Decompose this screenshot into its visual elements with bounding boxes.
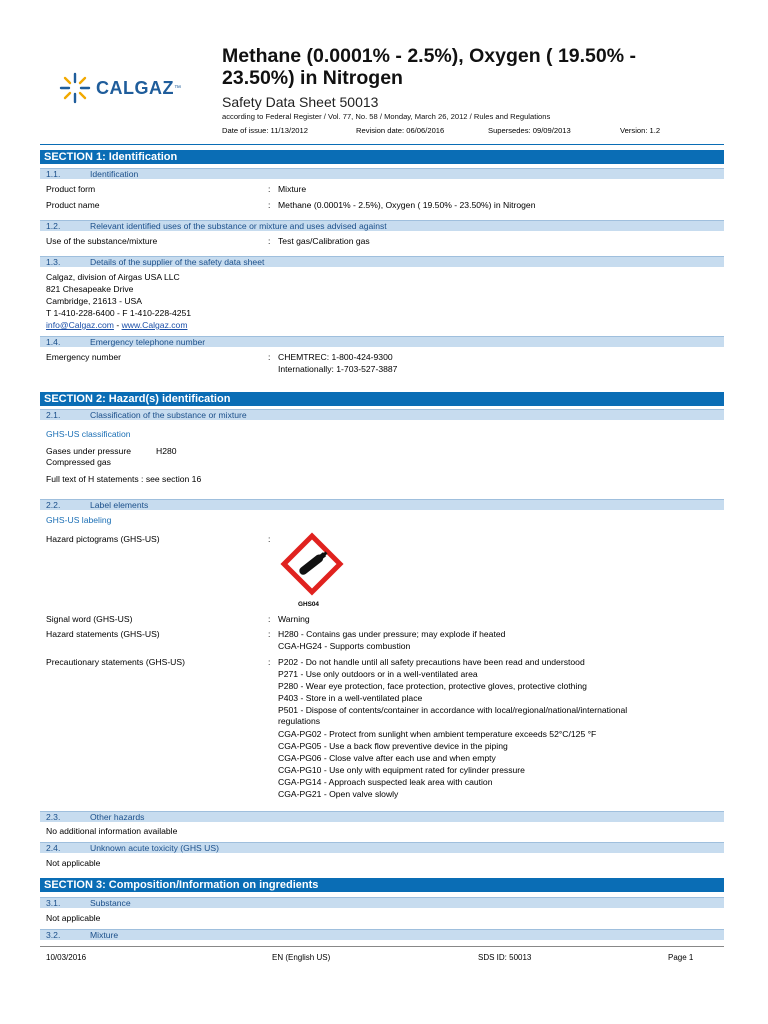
precaution-statement: P271 - Use only outdoors or in a well-ventilated area bbox=[278, 669, 478, 679]
signal-word-value: Warning bbox=[278, 614, 310, 624]
subsection-title: Unknown acute toxicity (GHS US) bbox=[90, 843, 219, 853]
product-form-label: Product form bbox=[46, 184, 96, 194]
supplier-name: Calgaz, division of Airgas USA LLC bbox=[46, 272, 180, 282]
regulation-reference: according to Federal Register / Vol. 77, No. 58 / Monday, March 26, 2012 / Rules and Regulations bbox=[222, 112, 551, 121]
subsection-2-3 bbox=[40, 811, 724, 822]
precaution-statement: CGA-PG05 - Use a back flow preventive device in the piping bbox=[278, 741, 508, 751]
hazard-statement: CGA-HG24 - Supports combustion bbox=[278, 641, 411, 651]
precaution-statement: regulations bbox=[278, 716, 321, 726]
emergency-chemtrec: CHEMTREC: 1-800-424-9300 bbox=[278, 352, 393, 362]
subsection-3-1 bbox=[40, 897, 724, 908]
subsection-title: Emergency telephone number bbox=[90, 337, 206, 347]
document-subtitle: Safety Data Sheet 50013 bbox=[222, 94, 379, 110]
version: Version: 1.2 bbox=[620, 126, 661, 135]
precaution-statement: CGA-PG10 - Use only with equipment rated for cylinder pressure bbox=[278, 765, 525, 775]
precaution-statement: CGA-PG14 - Approach suspected leak area with caution bbox=[278, 777, 493, 787]
footer-language: EN (English US) bbox=[272, 953, 331, 962]
trademark-symbol: ™ bbox=[174, 84, 181, 92]
colon: : bbox=[268, 534, 271, 544]
supplier-street: 821 Chesapeake Drive bbox=[46, 284, 134, 294]
product-form-value: Mixture bbox=[278, 184, 307, 194]
subsection-title: Classification of the substance or mixture bbox=[90, 410, 247, 420]
footer-divider bbox=[40, 946, 724, 947]
colon: : bbox=[268, 657, 271, 667]
signal-word-label: Signal word (GHS-US) bbox=[46, 614, 133, 624]
emergency-international: Internationally: 1-703-527-3887 bbox=[278, 364, 398, 374]
subsection-title: Label elements bbox=[90, 500, 149, 510]
document-dates bbox=[222, 126, 702, 135]
email-link[interactable]: info@Calgaz.com bbox=[46, 320, 114, 330]
section-2-heading: SECTION 2: Hazard(s) identification bbox=[40, 392, 724, 406]
footer-date: 10/03/2016 bbox=[46, 953, 87, 962]
precaution-statement: P280 - Wear eye protection, face protection, protective gloves, protective clothing bbox=[278, 681, 587, 691]
ghs-labeling-heading: GHS-US labeling bbox=[46, 515, 112, 525]
subsection-2-4 bbox=[40, 842, 724, 853]
subsection-title: Mixture bbox=[90, 930, 119, 940]
precaution-statement: P501 - Dispose of contents/container in accordance with local/regional/national/international bbox=[278, 705, 628, 715]
product-name-value: Methane (0.0001% - 2.5%), Oxygen ( 19.50% - 23.50%) in Nitrogen bbox=[278, 200, 536, 210]
supersedes-date: Supersedes: 09/09/2013 bbox=[488, 126, 571, 135]
subsection-number: 3.2. bbox=[46, 930, 61, 940]
revision-date: Revision date: 06/06/2016 bbox=[356, 126, 445, 135]
h280-code: H280 bbox=[156, 446, 177, 456]
section-1-heading: SECTION 1: Identification bbox=[40, 150, 724, 164]
other-hazards-text: No additional information available bbox=[46, 826, 178, 836]
ghs-classification-heading: GHS-US classification bbox=[46, 429, 131, 439]
logo-wordmark: CALGAZ bbox=[96, 77, 174, 98]
colon: : bbox=[268, 184, 271, 194]
subsection-number: 1.2. bbox=[46, 221, 61, 231]
hazard-statements-label: Hazard statements (GHS-US) bbox=[46, 629, 160, 639]
subsection-number: 2.4. bbox=[46, 843, 61, 853]
subsection-number: 2.2. bbox=[46, 500, 61, 510]
subsection-title: Identification bbox=[90, 169, 139, 179]
substance-text: Not applicable bbox=[46, 913, 101, 923]
colon: : bbox=[268, 629, 271, 639]
subsection-number: 1.4. bbox=[46, 337, 61, 347]
subsection-number: 1.1. bbox=[46, 169, 61, 179]
subsection-number: 2.3. bbox=[46, 812, 61, 822]
compressed-gas-label: Compressed gas bbox=[46, 457, 111, 467]
website-link[interactable]: www.Calgaz.com bbox=[121, 320, 188, 330]
pictogram-code: GHS04 bbox=[298, 601, 319, 608]
subsection-title: Other hazards bbox=[90, 812, 145, 822]
colon: : bbox=[268, 236, 271, 246]
gases-under-pressure-label: Gases under pressure bbox=[46, 446, 132, 456]
precaution-statement: CGA-PG02 - Protect from sunlight when ambient temperature exceeds 52°C/125 °F bbox=[278, 729, 597, 739]
subsection-1-4 bbox=[40, 336, 724, 347]
subsection-number: 1.3. bbox=[46, 257, 61, 267]
use-value: Test gas/Calibration gas bbox=[278, 236, 370, 246]
subsection-1-1 bbox=[40, 168, 724, 179]
full-text-note: Full text of H statements : see section 16 bbox=[46, 474, 202, 484]
subsection-2-2 bbox=[40, 499, 724, 510]
supplier-city: Cambridge, 21613 - USA bbox=[46, 296, 143, 306]
subsection-3-2 bbox=[40, 929, 724, 940]
use-label: Use of the substance/mixture bbox=[46, 236, 158, 246]
subsection-number: 2.1. bbox=[46, 410, 61, 420]
precaution-statement: P202 - Do not handle until all safety precautions have been read and understood bbox=[278, 657, 585, 667]
supplier-contact-links bbox=[46, 320, 188, 332]
pictograms-label: Hazard pictograms (GHS-US) bbox=[46, 534, 160, 544]
colon: : bbox=[268, 614, 271, 624]
supplier-phone-fax: T 1-410-228-6400 - F 1-410-228-4251 bbox=[46, 308, 192, 318]
subsection-1-3 bbox=[40, 256, 724, 267]
footer-page-number: Page 1 bbox=[668, 953, 694, 962]
precautionary-statements-label: Precautionary statements (GHS-US) bbox=[46, 657, 185, 667]
precaution-statement: CGA-PG06 - Close valve after each use and when empty bbox=[278, 753, 496, 763]
subsection-title: Substance bbox=[90, 898, 131, 908]
precaution-statement: P403 - Store in a well-ventilated place bbox=[278, 693, 423, 703]
colon: : bbox=[268, 200, 271, 210]
subsection-title: Relevant identified uses of the substance or mixture and uses advised against bbox=[90, 221, 387, 231]
calgaz-starburst-icon bbox=[58, 71, 92, 105]
product-name-label: Product name bbox=[46, 200, 100, 210]
subsection-2-1 bbox=[40, 409, 724, 420]
subsection-title: Details of the supplier of the safety data sheet bbox=[90, 257, 265, 267]
link-separator: - bbox=[113, 320, 122, 330]
emergency-label: Emergency number bbox=[46, 352, 121, 362]
date-of-issue: Date of issue: 11/13/2012 bbox=[222, 126, 308, 135]
header-divider bbox=[40, 144, 724, 145]
section-3-heading: SECTION 3: Composition/Information on ingredients bbox=[40, 878, 724, 892]
subsection-number: 3.1. bbox=[46, 898, 61, 908]
footer-sds-id: SDS ID: 50013 bbox=[478, 953, 532, 962]
gas-cylinder-pictogram-icon bbox=[280, 532, 344, 602]
hazard-statement: H280 - Contains gas under pressure; may explode if heated bbox=[278, 629, 506, 639]
calgaz-logo bbox=[58, 68, 218, 108]
document-title: Methane (0.0001% - 2.5%), Oxygen ( 19.50% - 23.50%) in Nitrogen bbox=[222, 45, 636, 89]
acute-toxicity-text: Not applicable bbox=[46, 858, 101, 868]
colon: : bbox=[268, 352, 271, 362]
subsection-1-2 bbox=[40, 220, 724, 231]
precaution-statement: CGA-PG21 - Open valve slowly bbox=[278, 789, 399, 799]
